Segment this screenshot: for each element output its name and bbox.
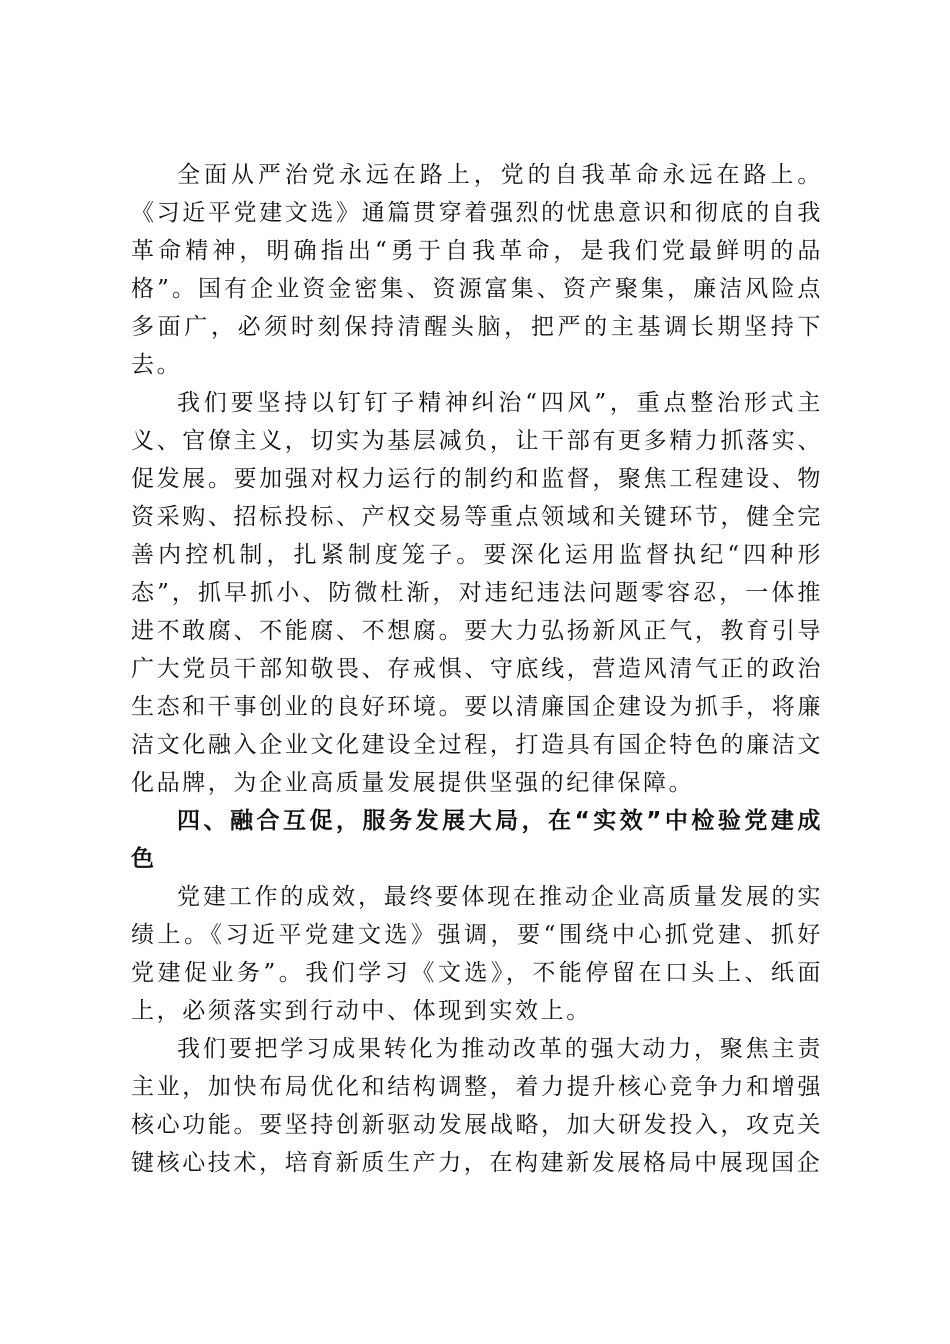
document-page (131, 156, 823, 1182)
paragraph-four-winds: 我们要坚持以钉钉子精神纠治“四风”，重点整治形式主义、官僚主义，切实为基层减负，让干部有更多精力抓落实、促发展。要加强对权力运行的制约和监督，聚焦工程建设、物资采购、招标投标、产权交易等重点领域和关键环节，健全完善内控机制，扎紧制度笼子。要深化运用监督执纪“四种形态”，抓早抓小、防微杜渐，对违纪违法问题零容忍，一体推进不敢腐、不能腐、不想腐。要大力弘扬新风正气，教育引导广大党员干部知敬畏、存戒惧、守底线，营造风清气正的政治生态和干事创业的良好环境。要以清廉国企建设为抓手，将廉洁文化融入企业文化建设全过程，打造具有国企特色的廉洁文化品牌，为企业高质量发展提供坚强的纪律保障。 (131, 390, 823, 796)
paragraph-party-building-results: 党建工作的成效，最终要体现在推动企业高质量发展的实绩上。《习近平党建文选》强调，要“围绕中心抓党建、抓好党建促业务”。我们学习《文选》，不能停留在口头上、纸面上，必须落实到行动中、体现到实效上。 (131, 884, 823, 1024)
paragraph-self-revolution: 全面从严治党永远在路上，党的自我革命永远在路上。《习近平党建文选》通篇贯穿着强烈的忧患意识和彻底的自我革命精神，明确指出“勇于自我革命，是我们党最鲜明的品格”。国有企业资金密集、资源富集、资产聚集，廉洁风险点多面广，必须时刻保持清醒头脑，把严的主基调长期坚持下去。 (131, 162, 823, 378)
section-heading-four: 四、融合互促，服务发展大局，在“实效”中检验党建成色 (131, 808, 823, 872)
paragraph-reform-drive: 我们要把学习成果转化为推动改革的强大动力，聚焦主责主业，加快布局优化和结构调整，着力提升核心竞争力和增强核心功能。要坚持创新驱动发展战略，加大研发投入，攻克关键核心技术，培育新质生产力，在构建新发展格局中展现国企 (131, 1036, 823, 1176)
